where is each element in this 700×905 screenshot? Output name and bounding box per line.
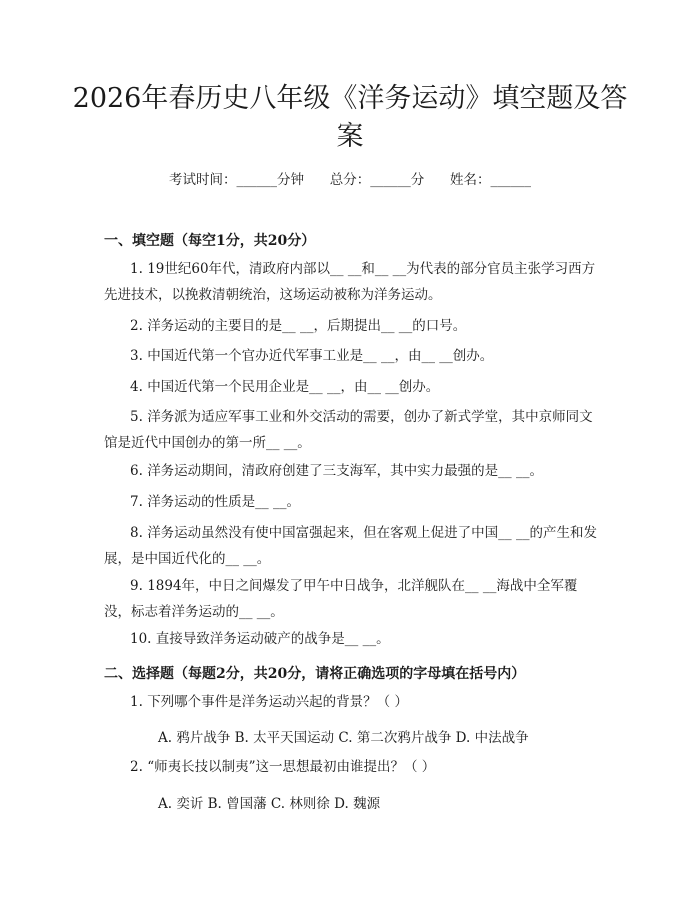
choice-question-1 <box>104 689 604 715</box>
question-number: 10. <box>130 631 152 647</box>
question-text: 直接导致洋务运动破产的战争是__ __。 <box>155 631 390 647</box>
question-text: 中国近代第一个民用企业是__ __，由__ __创办。 <box>147 379 440 395</box>
question-text: 中国近代第一个官办近代军事工业是__ __，由__ __创办。 <box>147 348 494 364</box>
question-text: 洋务派为适应军事工业和外交活动的需要，创办了新式学堂，其中京师同文馆是近代中国创办的第一所__ __。 <box>104 409 593 451</box>
question-number: 7. <box>130 494 143 510</box>
fill-question-7 <box>104 489 604 515</box>
fill-question-10 <box>104 626 604 652</box>
fill-question-5 <box>104 404 604 456</box>
question-text: 洋务运动期间，清政府创建了三支海军，其中实力最强的是__ __。 <box>147 463 543 479</box>
question-number: 2. <box>130 759 143 775</box>
fill-question-8 <box>104 520 604 572</box>
question-text: 下列哪个事件是洋务运动兴起的背景？（ ） <box>147 694 408 710</box>
fill-question-3 <box>104 343 604 369</box>
choice-question-2-options: A. 奕䜣 B. 曾国藩 C. 林则徐 D. 魏源 <box>158 796 381 812</box>
question-number: 8. <box>130 525 143 541</box>
question-number: 5. <box>130 409 143 425</box>
section-1-heading: 一、填空题（每空1分，共20分） <box>104 233 316 249</box>
question-text: 1894年，中日之间爆发了甲午中日战争，北洋舰队在__ __海战中全军覆没，标志着洋务运动的__ __。 <box>104 578 578 620</box>
question-text: 洋务运动虽然没有使中国富强起来，但在客观上促进了中国__ __的产生和发展，是中国近代化的__ __。 <box>104 525 597 567</box>
question-number: 2. <box>130 318 143 334</box>
question-number: 6. <box>130 463 143 479</box>
question-number: 3. <box>130 348 143 364</box>
question-number: 4. <box>130 379 143 395</box>
fill-question-6 <box>104 458 604 484</box>
fill-question-9 <box>104 573 604 625</box>
choice-question-1-options: A. 鸦片战争 B. 太平天国运动 C. 第二次鸦片战争 D. 中法战争 <box>158 730 529 746</box>
fill-question-2 <box>104 313 604 339</box>
question-number: 9. <box>130 578 143 594</box>
fill-question-1 <box>104 256 604 308</box>
question-text: 19世纪60年代，清政府内部以__ __和__ __为代表的部分官员主张学习西方先进技术，以挽救清朝统治，这场运动被称为洋务运动。 <box>104 261 596 303</box>
question-text: 洋务运动的性质是__ __。 <box>147 494 300 510</box>
question-number: 1. <box>130 261 143 277</box>
exam-meta-line: 考试时间：______分钟 总分：______分 姓名：______ <box>169 172 531 188</box>
fill-question-4 <box>104 374 604 400</box>
question-text: 洋务运动的主要目的是__ __，后期提出__ __的口号。 <box>147 318 467 334</box>
question-number: 1. <box>130 694 143 710</box>
question-text: “师夷长技以制夷”这一思想最初由谁提出？（ ） <box>147 759 436 775</box>
page-title: 2026年春历史八年级《洋务运动》填空题及答案 <box>72 83 628 152</box>
section-2-heading: 二、选择题（每题2分，共20分，请将正确选项的字母填在括号内） <box>104 666 526 682</box>
choice-question-2 <box>104 754 604 780</box>
